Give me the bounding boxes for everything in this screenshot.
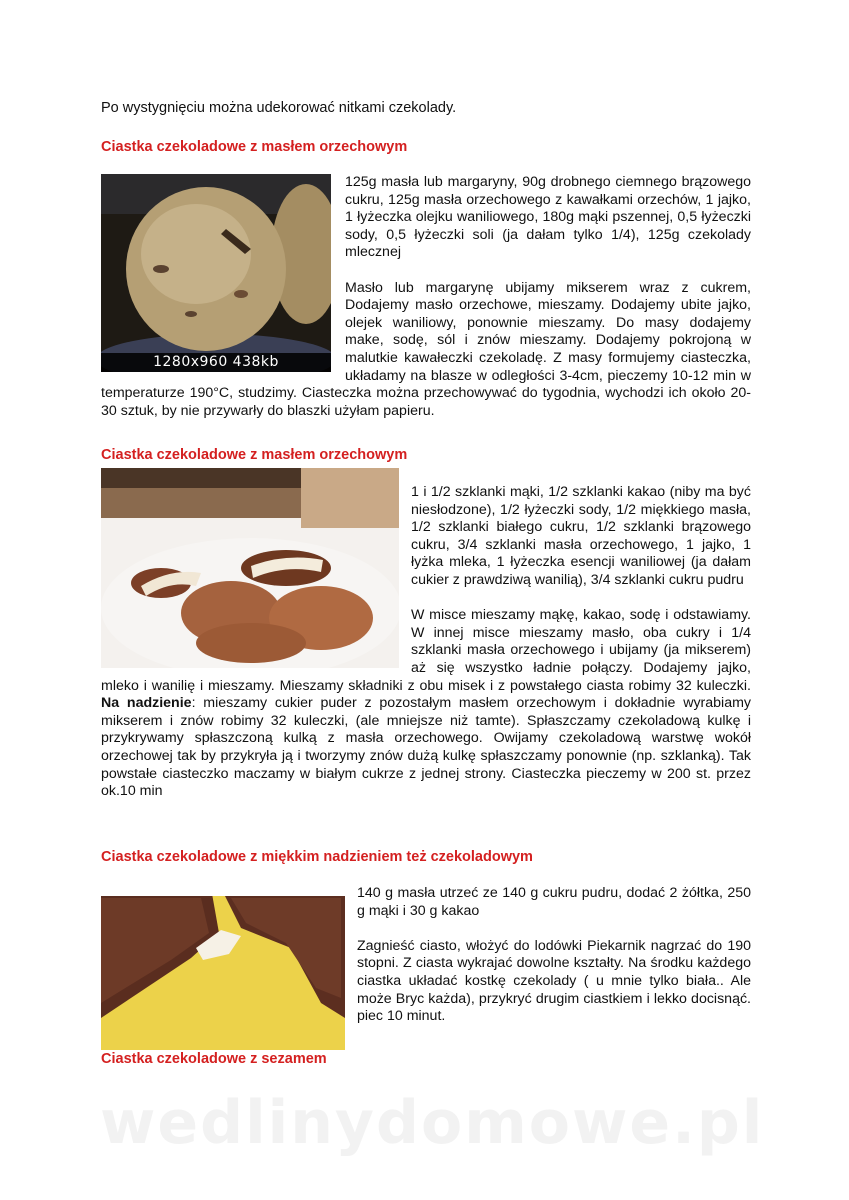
recipe-2-title: Ciastka czekoladowe z masłem orzechowym (101, 447, 408, 463)
recipe-1-section (101, 174, 751, 420)
recipe-3-title: Ciastka czekoladowe z miękkim nadzieniem też czekoladowym (101, 849, 533, 865)
cookie-photo-1 (101, 174, 331, 372)
filling-label: Na nadzienie (101, 695, 192, 712)
recipe-2-method-a: W misce mieszamy mąkę, kakao, sodę i odstawiamy. W innej misce mieszamy masło, oba cukry i 1/4 szklanki masła orzechowego i ubijamy (ja mikserem) aż się wszystko ładnie połączy. Dodajemy jajko, mleko i wanilię i mieszamy. Mieszamy składniki z obu misek i z powstałego ciasta robimy 32 kuleczki. (101, 607, 751, 694)
cookie-photo-2 (101, 468, 399, 668)
recipe-1-photo (101, 174, 331, 372)
recipe-2-ingredients: 1 i 1/2 szklanki mąki, 1/2 szklanki kakao (niby ma być niesłodzone), 1/2 łyżeczki sody, 1/2 miękkiego masła, 1/2 szklanki białego cukru, 1/2 szklanki brązowego cukru, 3/4 szklanki masła orzechowego, 1 jajko, 1 łyżka mleka, 1 łyżeczka esencji waniliowej (ja dałam cukier z prawdziwą wanilią), 3/4 szklanki cukru pudru (411, 484, 751, 588)
recipe-1-method: Masło lub margarynę ubijamy mikserem wraz z cukrem, Dodajemy masło orzechowe, mieszamy. Dodajemy ubite jajko, olejek waniliowy, ponownie mieszamy. Do masy dodajemy make, sodę, sól i znów mieszamy. Dodajemy pokrojoną w malutkie kawałeczki czekoladę. Z masy formujemy ciasteczka, układamy na blasze w odległości 3-4cm, pieczemy 10-12 min w temperaturze 190°C, studzimy. Ciasteczka można przechowywać do tygodnia, wychodzi ich około 20-30 sztuk, by nie przywarły do blaszki użyłam papieru. (101, 279, 751, 419)
recipe-1-title: Ciastka czekoladowe z masłem orzechowym (101, 139, 408, 155)
cookie-photo-3 (101, 888, 345, 1050)
recipe-3-section (101, 885, 751, 1050)
recipe-2-method-b: : mieszamy cukier puder z pozostałym masłem orzechowym i dokładnie wyrabiamy mikserem i znów robimy 32 kuleczki, (ale mniejsze niż tamte). Spłaszczamy czekoladową kulkę i przykrywamy spłaszczoną kulką z masła orzechowego. Owijamy czekoladową warstwę wokół orzechowej tak by przykryła ją i tworzymy znów dużą kulkę spłaszczamy ponownie (np. szklanką). Tak powstałe ciasteczko maczamy w białym cukrze z jednej strony. Ciasteczka pieczemy w 200 st. przez ok.10 min (101, 695, 751, 800)
recipe-3-method: Zagnieść ciasto, włożyć do lodówki Piekarnik nagrzać do 190 stopni. Z ciasta wykrajać dowolne kształty. Na środku każdego ciastka układać kostkę czekolady ( u mnie tylko biała.. Ale może Bryc każda), przykryć drugim ciastkiem i lekko docisnąć. piec 10 minut. (357, 937, 751, 1025)
watermark: wedlinydomowe.pl (100, 1088, 765, 1158)
recipe-1-ingredients: 125g masła lub margaryny, 90g drobnego ciemnego brązowego cukru, 125g masła orzechowego z kawałkami orzechów, 1 jajko, 1 łyżeczka olejku waniliowego, 180g mąki pszennej, 0,5 łyżeczki sody, 0,5 łyżeczki soli (ja dałam tylko 1/4), 125g czekolady mlecznej (345, 174, 751, 261)
recipe-2-photo (101, 468, 399, 668)
recipe-3-photo (101, 888, 345, 1050)
recipe-4-title: Ciastka czekoladowe z sezamem (101, 1051, 327, 1067)
recipe-3-ingredients: 140 g masła utrzeć ze 140 g cukru pudru, dodać 2 żółtka, 250 g mąki i 30 g kakao (357, 885, 751, 919)
recipe-2-section (101, 484, 751, 801)
intro-text: Po wystygnięciu można udekorować nitkami czekolady. (101, 100, 457, 116)
photo-caption: 1280x960 438kb (101, 353, 331, 372)
